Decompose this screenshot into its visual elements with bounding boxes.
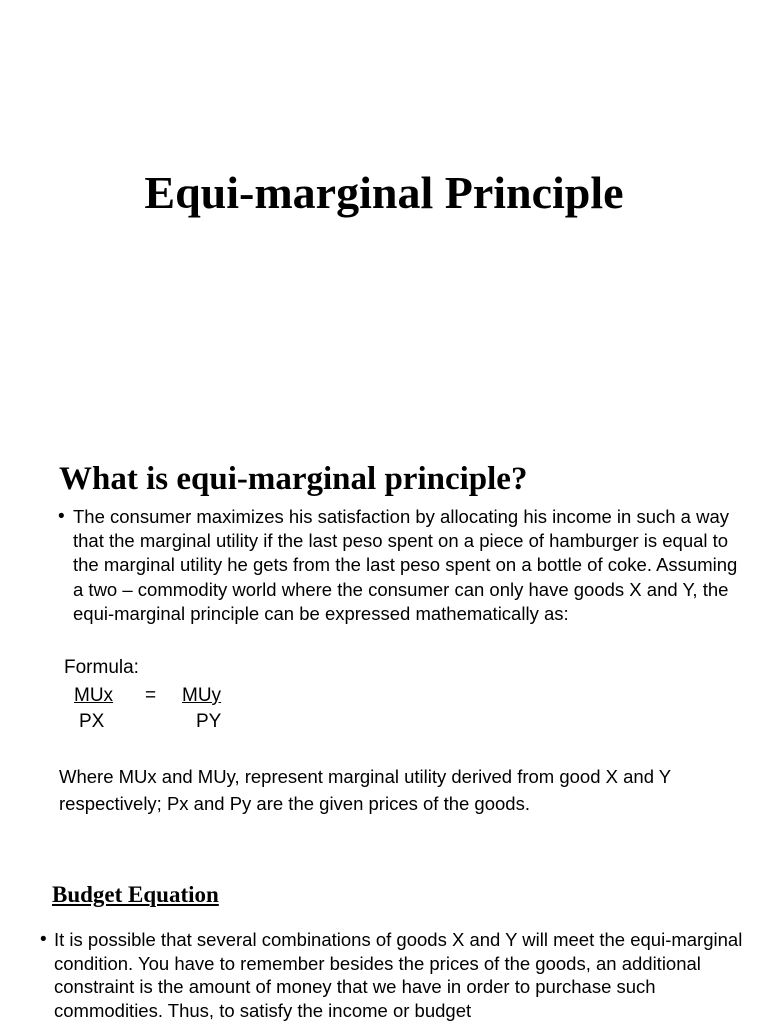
definition-bullet [58, 505, 738, 626]
budget-bullet [40, 928, 752, 1022]
budget-text: It is possible that several combinations of goods X and Y will meet the equi-marginal condition. You have to remember besides the prices of the goods, an additional constraint is the amount of money that we have in order to purchase such commodities. Thus, to satisfy the income or budget [54, 929, 743, 1021]
page-title: Equi-marginal Principle [144, 167, 624, 218]
bullet-icon: • [58, 506, 65, 527]
bullet-icon: • [40, 929, 47, 950]
formula-numerator-right: MUy [182, 685, 222, 706]
explanation-text: Where MUx and MUy, represent marginal utility derived from good X and Y respectively; Px and Py are the given prices of the goods. [59, 766, 671, 814]
list-item [58, 505, 738, 626]
formula-equals-sign: = [145, 685, 157, 706]
definition-text: The consumer maximizes his satisfaction by allocating his income in such a way that the marginal utility if the last peso spent on a piece of hamburger is equal to the marginal utility he gets from the last peso spent on a bottle of coke. Assuming a two – commodity world where the consumer can only have goods X and Y, the equi-marginal principle can be expressed mathematically as: [73, 506, 738, 624]
section-heading: What is equi-marginal principle? [59, 461, 528, 497]
budget-heading: Budget Equation [52, 882, 219, 907]
formula-denominator-left: PX [79, 711, 105, 732]
formula-label: Formula: [64, 657, 139, 678]
formula-numerator-left: MUx [74, 685, 114, 706]
formula-denominator-right: PY [196, 711, 222, 732]
list-item [40, 928, 752, 1022]
